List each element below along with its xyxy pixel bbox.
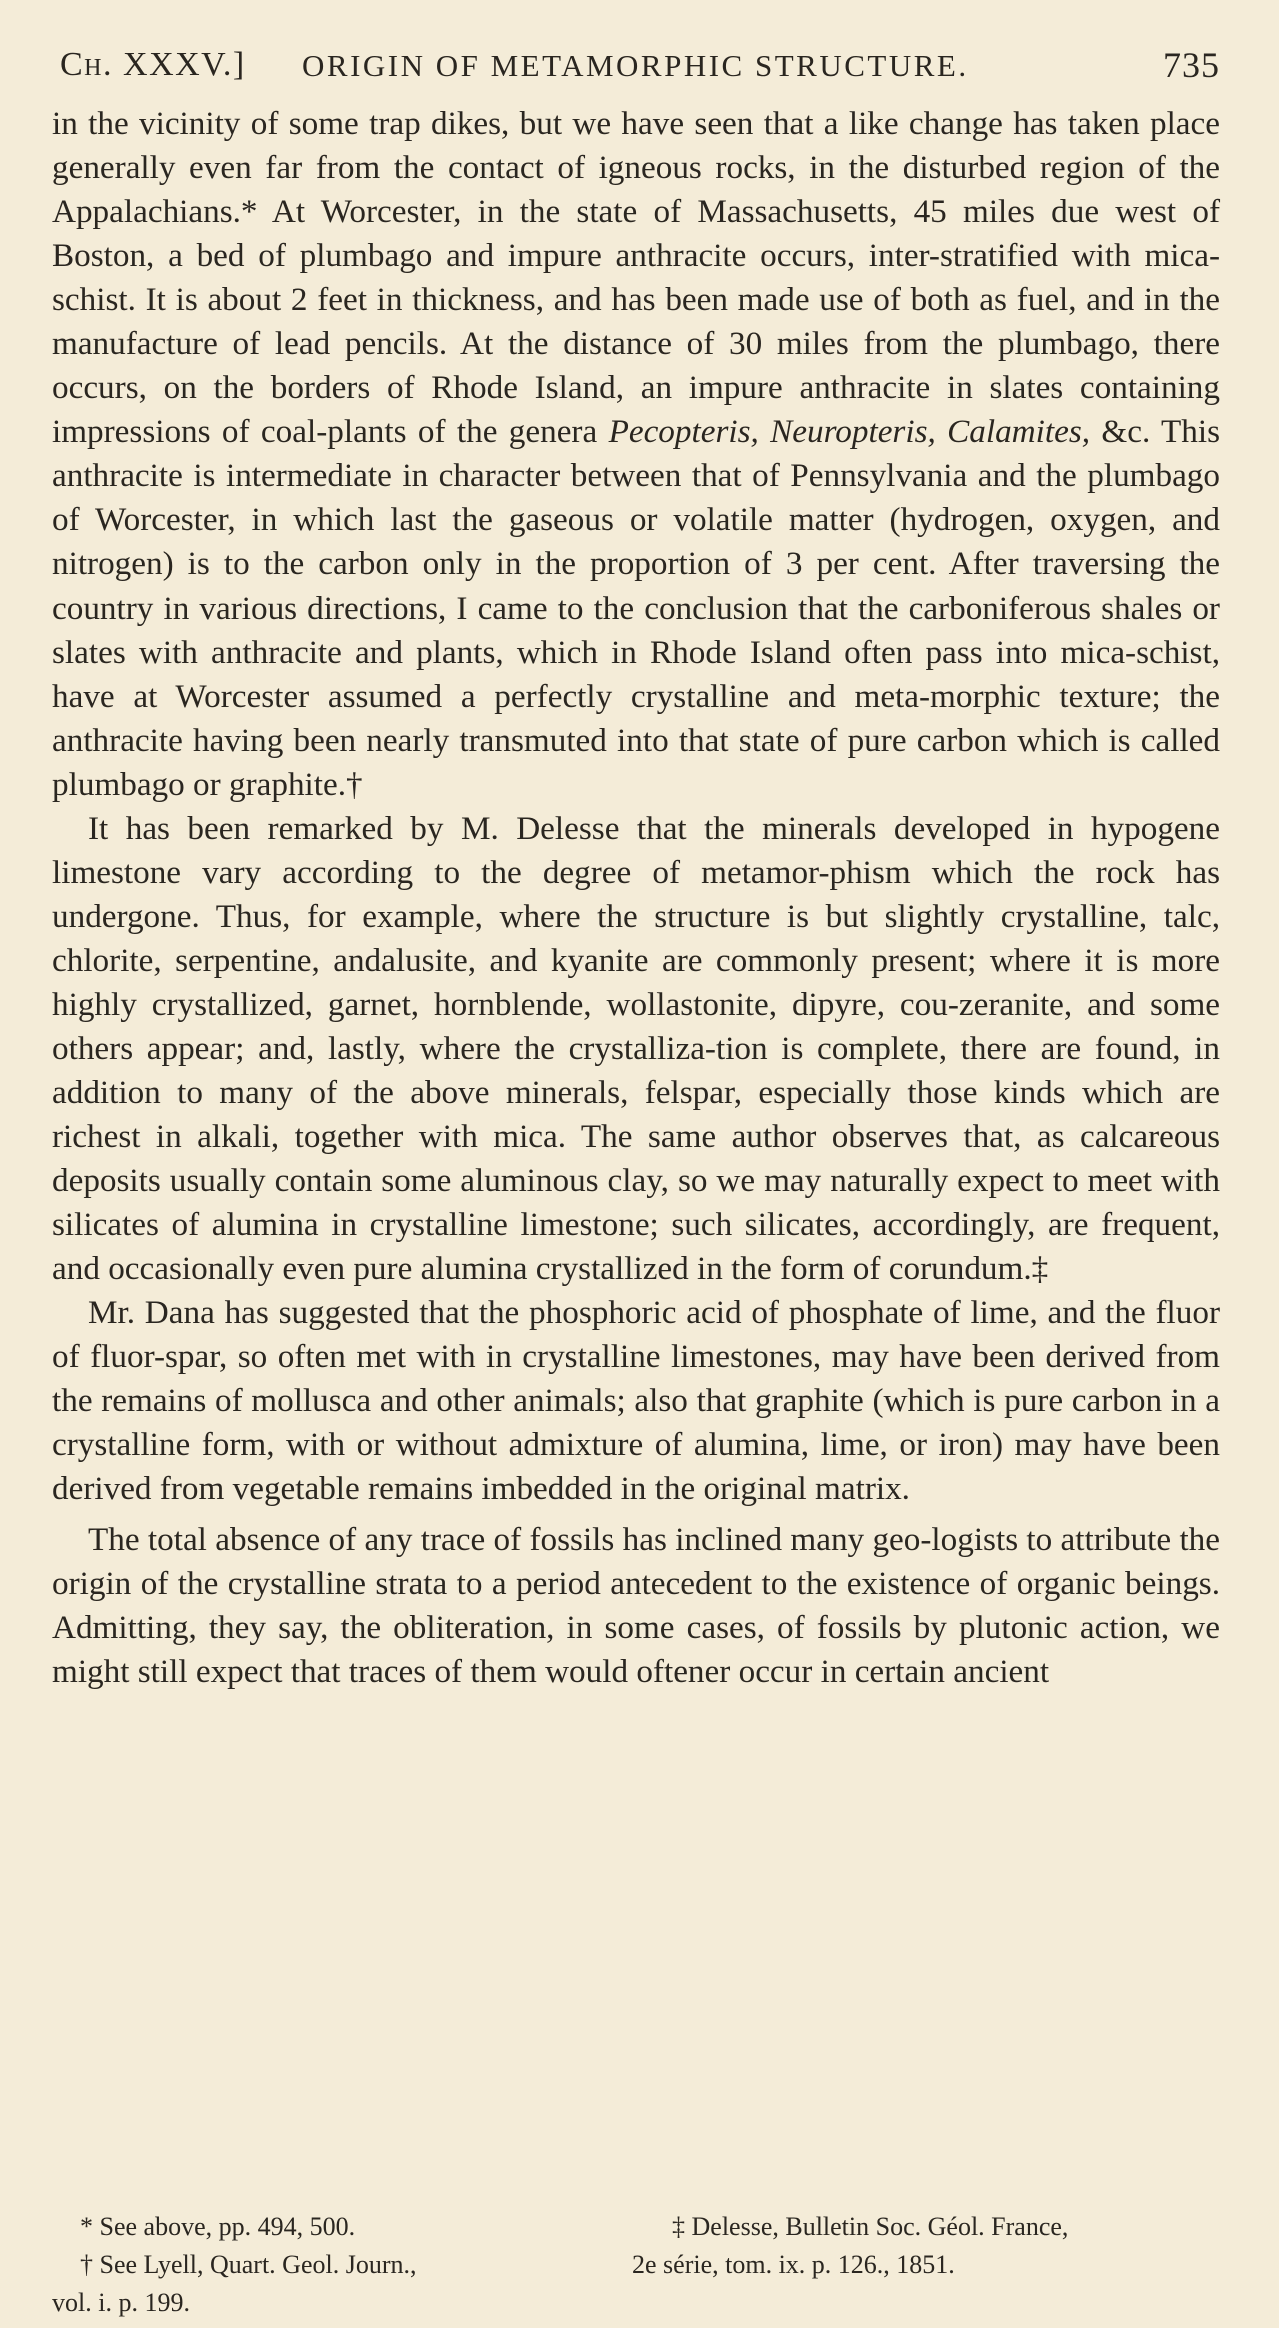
- running-title: ORIGIN OF METAMORPHIC STRUCTURE.: [302, 48, 969, 83]
- footnote-double-dagger-continued: 2e série, tom. ix. p. 126., 1851.: [632, 2250, 955, 2279]
- paragraph-2: [52, 807, 1220, 1292]
- footnote-dagger: † See Lyell, Quart. Geol. Journ.,: [80, 2250, 417, 2279]
- footnote-dagger-continued: vol. i. p. 199.: [52, 2288, 190, 2317]
- paragraph-4-text: The total absence of any trace of fossils has inclined many geo-logists to attribute the origin of the crystalline strata to a period antecedent to the existence of organic beings. Admitting, they say, the obliteration, in some cases, of fossils by plutonic action, we might still expect that traces of them would oftener occur in certain ancient: [52, 1520, 1220, 1690]
- footnote-row-3: [52, 2284, 1220, 2322]
- footnote-double-dagger: ‡ Delesse, Bulletin Soc. Géol. France,: [672, 2212, 1069, 2241]
- paragraph-3-text: Mr. Dana has suggested that the phosphoric acid of phosphate of lime, and the fluor of fluor-spar, so often met with in crystalline limestones, may have been derived from the remains of mollusca and other animals; also that graphite (which is pure carbon in a crystalline form, with or without admixture of alumina, lime, or iron) may have been derived from vegetable remains imbedded in the original matrix.: [52, 1294, 1220, 1508]
- chapter-label: Ch. XXXV.]: [60, 46, 246, 83]
- paragraph-1-text-a: in the vicinity of some trap dikes, but we have seen that a like change has taken place generally even far from the contact of igneous rocks, in the disturbed region of the Appalachians.* At Worcester, in the state of Massachusetts, 45 miles due west of Boston, a bed of plumbago and impure anthracite occurs, inter-stratified with mica-schist. It is about 2 feet in thickness, and has been made use of both as fuel, and in the manufacture of lead pencils. At the distance of 30 miles from the plumbago, there occurs, on the borders of Rhode Island, an impure anthracite in slates containing impressions of coal-plants of the genera: [52, 105, 1220, 451]
- footnote-row-2: [52, 2246, 1220, 2284]
- running-head: [52, 40, 1220, 92]
- book-page: [52, 40, 1221, 2317]
- footnote-star: * See above, pp. 494, 500.: [80, 2212, 356, 2241]
- footnotes: [52, 2208, 1220, 2322]
- paragraph-1-genera-italic: Pecopteris, Neuropteris, Calamites,: [608, 413, 1091, 451]
- paragraph-3: [52, 1291, 1220, 1511]
- paragraph-1-text-b: &c. This anthracite is intermediate in character between that of Pennsylvania and the plumbago of Worcester, in which last the gaseous or volatile matter (hydrogen, oxygen, and nitrogen) is to the carbon only in the proportion of 3 per cent. After traversing the country in various directions, I came to the conclusion that the carboniferous shales or slates with anthracite and plants, which in Rhode Island often pass into mica-schist, have at Worcester assumed a perfectly crystalline and meta-morphic texture; the anthracite having been nearly transmuted into that state of pure carbon which is called plumbago or graphite.†: [52, 413, 1221, 803]
- body-text: [52, 102, 1220, 1694]
- paragraph-4: [52, 1518, 1220, 1694]
- footnote-row-1: [52, 2208, 1220, 2246]
- paragraph-2-text: It has been remarked by M. Delesse that the minerals developed in hypogene limestone vary according to the degree of metamor-phism which the rock has undergone. Thus, for example, where the structure is but slightly crystalline, talc, chlorite, serpentine, andalusite, and kyanite are commonly present; where it is more highly crystallized, garnet, hornblende, wollastonite, dipyre, cou-zeranite, and some others appear; and, lastly, where the crystalliza-tion is complete, there are found, in addition to many of the above minerals, felspar, especially those kinds which are richest in alkali, together with mica. The same author observes that, as calcareous deposits usually contain some aluminous clay, so we may naturally expect to meet with silicates of alumina in crystalline limestone; such silicates, accordingly, are frequent, and occasionally even pure alumina crystallized in the form of corundum.‡: [52, 809, 1220, 1288]
- page-number: 735: [1163, 45, 1220, 85]
- paragraph-1: [52, 102, 1220, 807]
